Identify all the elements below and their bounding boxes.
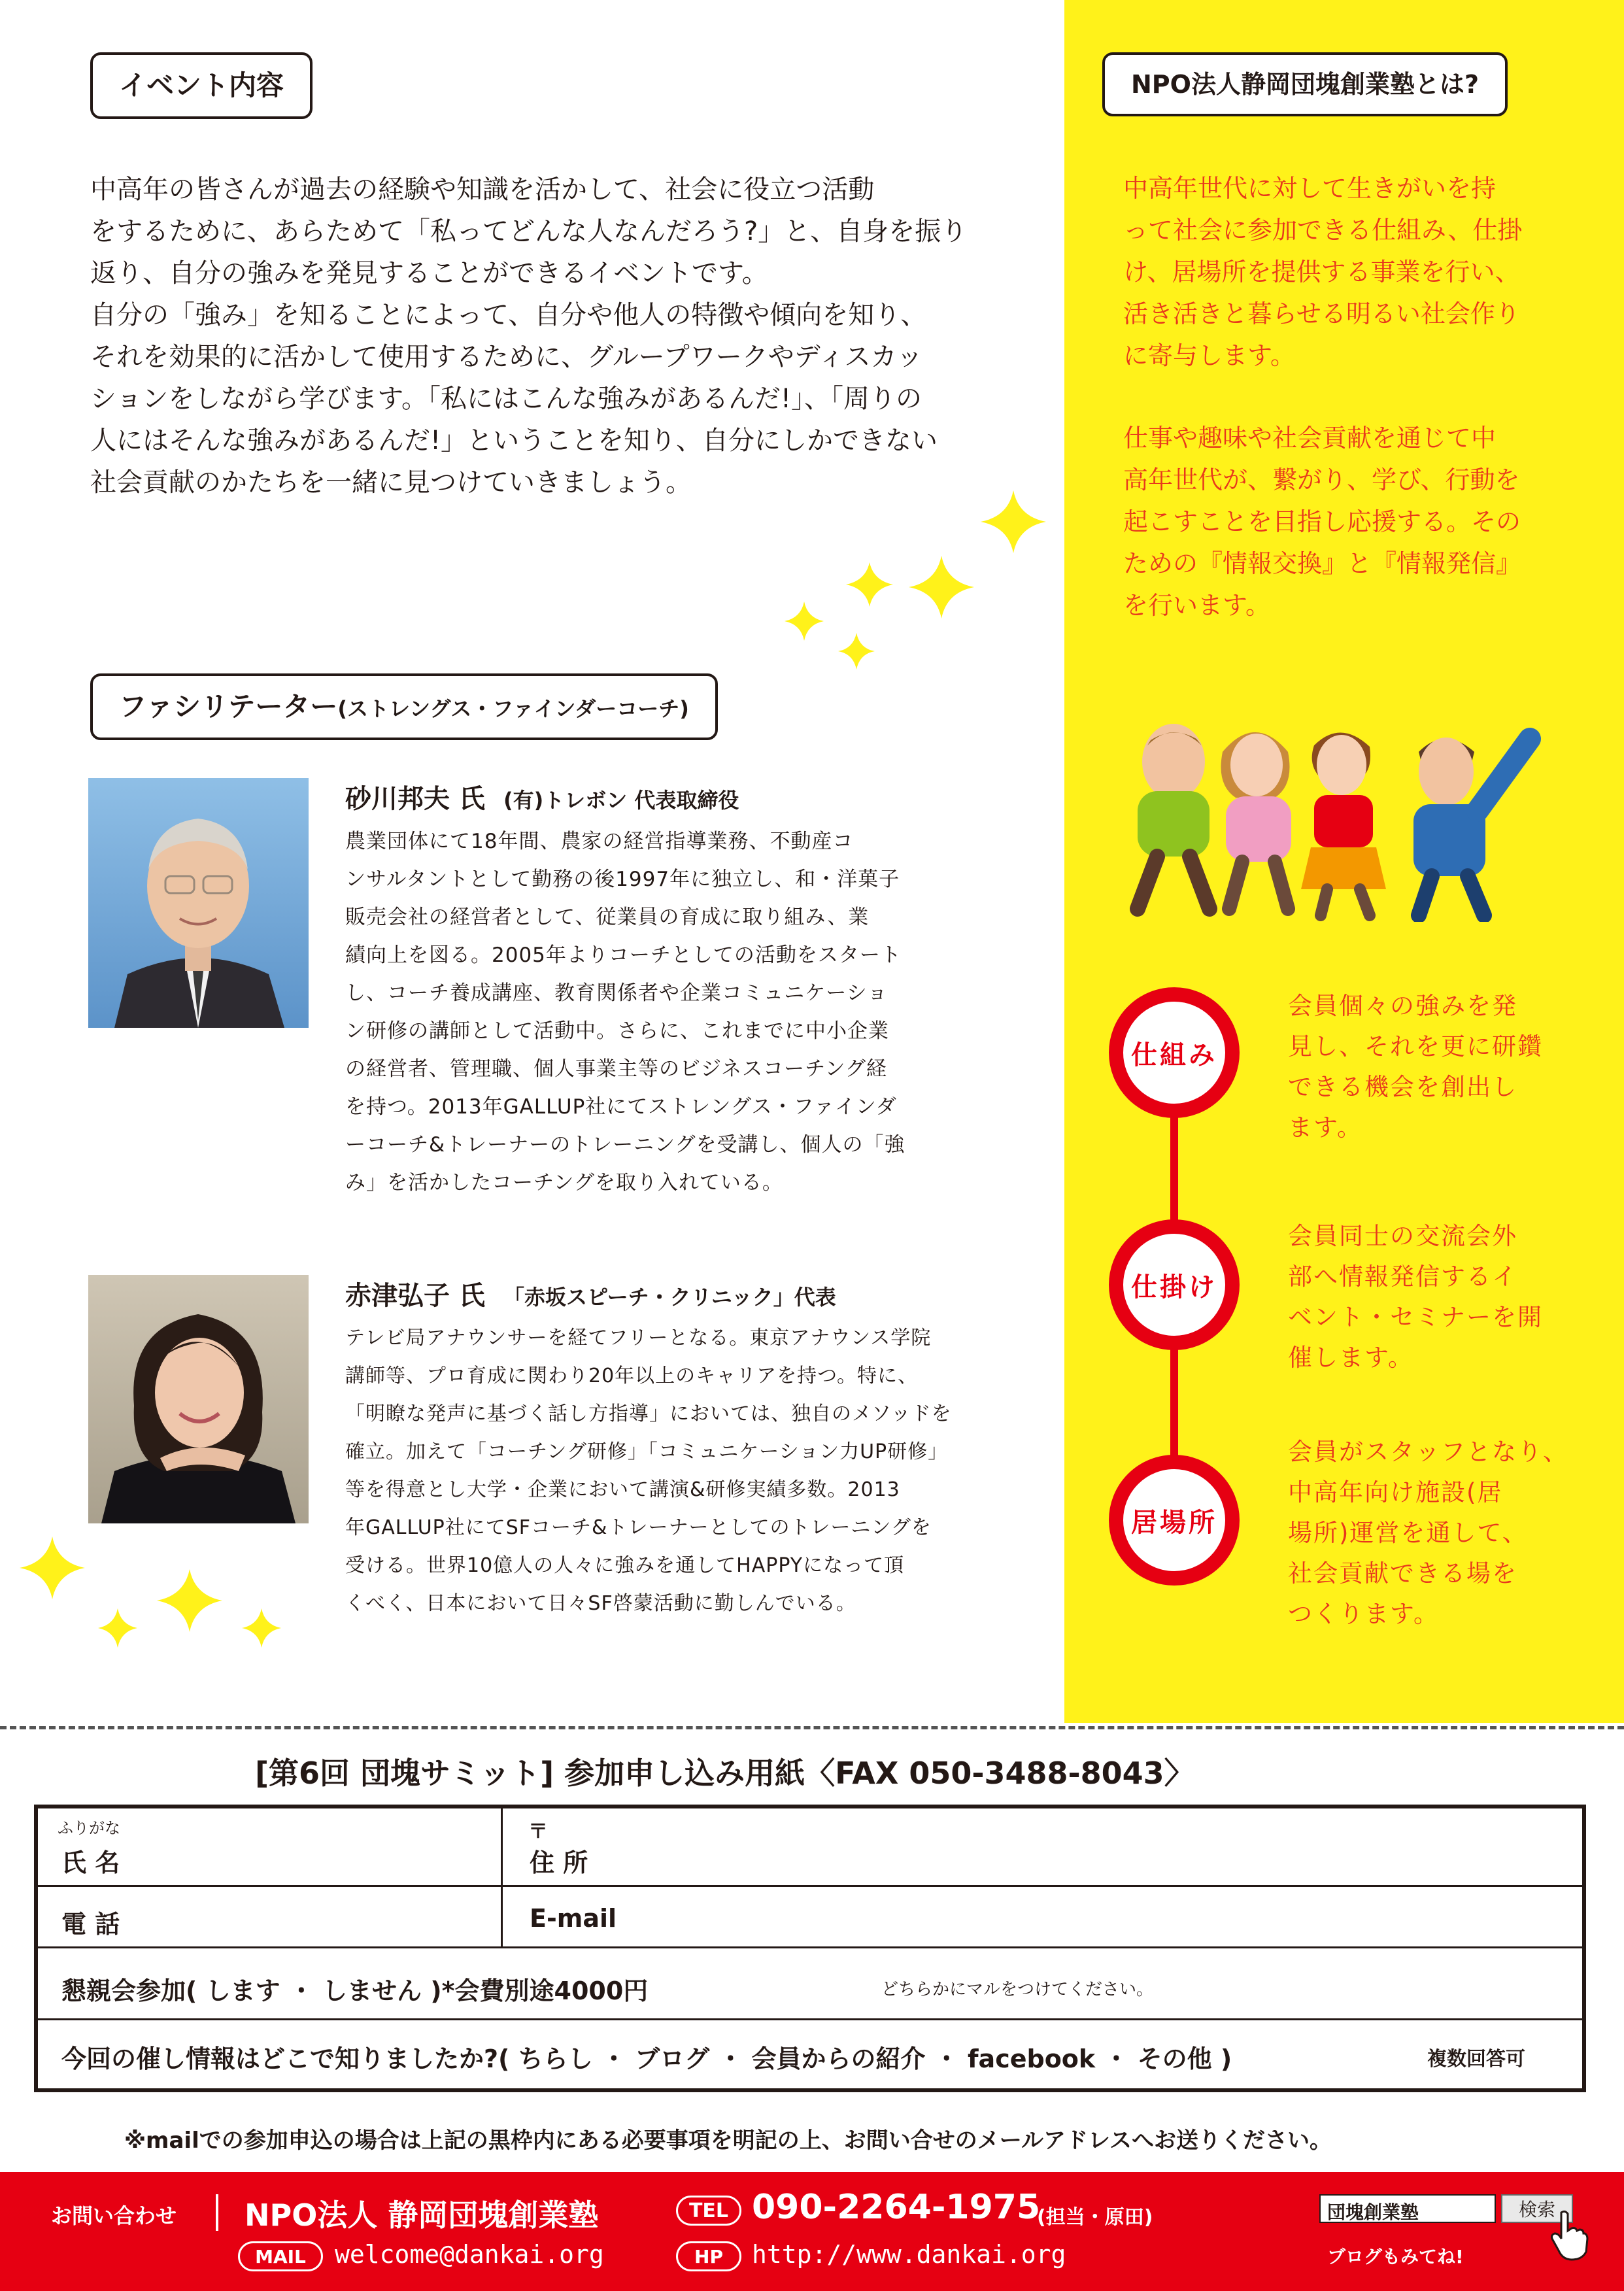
facilitator-1-name: 砂川邦夫 氏 <box>345 784 485 814</box>
facilitator-1-role: (有)トレボン 代表取締役 <box>503 788 739 813</box>
pillar-line: できる機会を創出し <box>1288 1073 1517 1101</box>
npo-line: ための『情報交換』と『情報発信』 <box>1123 549 1521 578</box>
bio-line: 講師等、プロ育成に関わり20年以上のキャリアを持つ。特に、 <box>345 1365 918 1387</box>
info-source-note: 複数回答可 <box>1427 2048 1525 2071</box>
pillar-line: 社会貢献できる場を <box>1288 1559 1517 1587</box>
facilitator-2-name-line <box>345 1275 836 1312</box>
pillar-text-shikumi <box>1288 986 1543 1148</box>
sparkle-cluster-bottom-left <box>13 1523 301 1667</box>
phone-label: 電 話 <box>61 1910 120 1939</box>
npo-heading <box>1102 52 1508 116</box>
furigana-label: ふりがな <box>58 1819 120 1837</box>
facilitator-heading-sub: (ストレングス・ファインダーコーチ) <box>337 696 689 721</box>
event-heading <box>90 52 313 119</box>
bio-line: 受ける。世界10億人の人々に強みを通してHAPPYになって頂 <box>345 1554 905 1577</box>
pillar-label: 仕掛け <box>1131 1272 1217 1302</box>
pillar-text-ibasho <box>1288 1432 1568 1635</box>
pillar-line: ます。 <box>1288 1113 1363 1142</box>
facilitator-1-name-line <box>345 778 739 815</box>
npo-para-2 <box>1123 417 1521 626</box>
pillar-label: 仕組み <box>1131 1040 1217 1070</box>
event-description <box>90 169 967 503</box>
event-line: それを効果的に活かして使用するために、グループワークやディスカッ <box>90 342 923 372</box>
blog-search-button-label: 検索 <box>1518 2199 1555 2220</box>
pillar-label: 居場所 <box>1131 1507 1217 1538</box>
info-source-label[interactable]: 今回の催し情報はどこで知りましたか?( ちらし ・ ブログ ・ 会員からの紹介 ・ facebook ・ その他 ) <box>61 2045 1232 2073</box>
walker-red-figure <box>1301 732 1386 915</box>
event-line: ションをしながら学びます。「私にはこんな強みがあるんだ!」、「周りの <box>90 384 922 414</box>
address-label: 住 所 <box>530 1848 588 1877</box>
facilitator-2-name: 赤津弘子 氏 <box>345 1281 485 1311</box>
walking-people-illustration <box>1111 700 1582 922</box>
tel-badge <box>676 2196 741 2226</box>
pillar-text-shikake <box>1288 1216 1543 1378</box>
party-attendance-label[interactable]: 懇親会参加( します ・ しません )*会費別途4000円 <box>61 1977 649 2005</box>
pillar-line: 部へ情報発信するイ <box>1288 1263 1517 1291</box>
bio-line: 販売会社の経営者として、従業員の育成に取り組み、業 <box>345 906 870 929</box>
email-field[interactable] <box>666 1891 1568 1943</box>
bio-line: 確立。加えて「コーチング研修」「コミュニケーション力UP研修」 <box>345 1440 949 1463</box>
mail-address[interactable]: welcome@dankai.org <box>335 2240 604 2269</box>
org-name: NPO法人 静岡団塊創業塾 <box>245 2198 599 2233</box>
footer-divider <box>216 2194 218 2231</box>
event-line: をするために、あらためて「私ってどんな人なんだろう?」と、自身を振り <box>90 216 968 246</box>
npo-line: け、居場所を提供する事業を行い、 <box>1123 258 1520 286</box>
mail-badge <box>238 2241 323 2271</box>
portrait-woman-illustration <box>88 1275 309 1523</box>
walker-blue-figure <box>1413 738 1530 915</box>
npo-line: 中高年世代に対して生きがいを持 <box>1123 174 1497 203</box>
pillar-circle-ibasho <box>1109 1455 1240 1586</box>
portrait-sunagawa <box>88 778 309 1028</box>
npo-line: 仕事や趣味や社会貢献を通じて中 <box>1123 424 1497 452</box>
bio-line: の経営者、管理職、個人事業主等のビジネスコーチング経 <box>345 1057 887 1081</box>
tel-contact-person: (担当・原田) <box>1037 2206 1153 2229</box>
facilitator-1-bio <box>345 823 905 1202</box>
facilitator-2-bio <box>345 1319 952 1623</box>
event-line: 返り、自分の強みを発見することができるイベントです。 <box>90 258 768 288</box>
event-line: 社会貢献のかたちを一緒に見つけていきましょう。 <box>90 467 692 498</box>
bio-line: 等を得意とし大学・企業において講演&研修実績多数。2013 <box>345 1478 900 1501</box>
tel-badge-text: TEL <box>688 2199 729 2222</box>
facilitator-2-role: 「赤坂スピーチ・クリニック」代表 <box>503 1285 836 1310</box>
event-line: 人にはそんな強みがあるんだ!」ということを知り、自分にしかできない <box>90 426 938 456</box>
npo-line: って社会に参加できる仕組み、仕掛 <box>1123 216 1523 245</box>
postal-mark: 〒 <box>528 1820 548 1843</box>
pillar-line: ベント・セミナーを開 <box>1288 1303 1543 1331</box>
portrait-man-illustration <box>88 778 309 1028</box>
hp-url[interactable]: http://www.dankai.org <box>752 2240 1066 2269</box>
hp-badge <box>676 2241 741 2271</box>
name-label: 氏 名 <box>61 1848 120 1877</box>
facilitator-heading <box>90 673 718 740</box>
pillar-line: 会員個々の強みを発 <box>1288 992 1517 1020</box>
form-title: [第6回 団塊サミット] 参加申し込み用紙〈FAX 050-3488-8043〉 <box>255 1756 1194 1791</box>
blog-search-input[interactable] <box>1319 2194 1496 2223</box>
npo-heading-text: NPO法人静岡団塊創業塾とは? <box>1131 70 1480 99</box>
contact-label: お問い合わせ <box>51 2203 177 2228</box>
pillar-line: 会員がスタッフとなり、 <box>1288 1438 1568 1466</box>
bio-line: み」を活かしたコーチングを取り入れている。 <box>345 1171 783 1195</box>
bio-line: 績向上を図る。2005年よりコーチとしての活動をスタート <box>345 943 902 967</box>
bio-line: ーコーチ&トレーナーのトレーニングを受講し、個人の「強 <box>345 1133 905 1157</box>
pillar-circle-shikumi <box>1109 987 1240 1118</box>
event-heading-text: イベント内容 <box>119 69 284 101</box>
npo-line: を行います。 <box>1123 591 1270 620</box>
event-line: 自分の「強み」を知ることによって、自分や他人の特徴や傾向を知り、 <box>90 300 927 330</box>
pillar-line: 場所)運営を通して、 <box>1288 1519 1528 1547</box>
bio-line: テレビ局アナウンサーを経てフリーとなる。東京アナウンス学院 <box>345 1327 932 1349</box>
email-label: E-mail <box>530 1904 617 1933</box>
npo-line: 起こすことを目指し応援する。その <box>1123 507 1521 536</box>
blog-note: ブログもみてね! <box>1327 2246 1464 2267</box>
npo-line: に寄与します。 <box>1123 341 1295 370</box>
pillar-line: 見し、それを更に研鑽 <box>1288 1032 1543 1061</box>
bio-line: を持つ。2013年GALLUP社にてストレングス・ファインダ <box>345 1095 897 1119</box>
event-line: 中高年の皆さんが過去の経験や知識を活かして、社会に役立つ活動 <box>90 175 875 205</box>
hand-cursor-icon <box>1549 2209 1589 2261</box>
bio-line: ン研修の講師として活動中。さらに、これまでに中小企業 <box>345 1019 889 1043</box>
phone-field[interactable] <box>208 1891 482 1943</box>
walker-pink-figure <box>1221 732 1292 909</box>
pillar-line: つくります。 <box>1288 1600 1440 1628</box>
blog-search-value: 団塊創業塾 <box>1327 2201 1419 2223</box>
bio-line: くべく、日本において日々SF啓蒙活動に勤しんでいる。 <box>345 1592 856 1615</box>
npo-line: 活き活きと暮らせる明るい社会作り <box>1123 299 1520 328</box>
npo-line: 高年世代が、繋がり、学び、行動を <box>1123 466 1520 494</box>
bio-line: 農業団体にて18年間、農家の経営指導業務、不動産コ <box>345 830 854 853</box>
walker-green-figure <box>1138 724 1210 909</box>
name-field[interactable] <box>208 1812 482 1880</box>
facilitator-heading-text: ファシリテーター <box>119 690 338 722</box>
address-field[interactable] <box>666 1812 1568 1880</box>
pillar-line: 中高年向け施設(居 <box>1288 1478 1503 1506</box>
npo-para-1 <box>1123 167 1522 377</box>
contact-footer <box>0 2172 1624 2291</box>
party-attendance-note: どちらかにマルをつけてください。 <box>881 1980 1154 1999</box>
form-dashed-separator <box>0 1726 1624 1729</box>
mail-application-note: ※mailでの参加申込の場合は上記の黒枠内にある必要事項を明記の上、お問い合せのメールアドレスへお送りください。 <box>124 2128 1332 2154</box>
bio-line: ンサルタントとして勤務の後1997年に独立し、和・洋菓子 <box>345 868 900 891</box>
pillar-line: 会員同士の交流会外 <box>1288 1222 1517 1250</box>
application-form <box>34 1805 1586 2092</box>
pillar-circle-shikake <box>1109 1219 1240 1350</box>
bio-line: し、コーチ養成講座、教育関係者や企業コミュニケーショ <box>345 981 888 1005</box>
bio-line: 「明瞭な発声に基づく話し方指導」においては、独自のメソッドを <box>345 1402 952 1425</box>
hp-badge-text: HP <box>694 2245 723 2267</box>
mail-badge-text: MAIL <box>255 2245 306 2267</box>
pillar-line: 催します。 <box>1288 1344 1414 1372</box>
portrait-akatsu <box>88 1275 309 1523</box>
tel-number[interactable]: 090-2264-1975 <box>752 2188 1041 2227</box>
bio-line: 年GALLUP社にてSFコーチ&トレーナーとしてのトレーニングを <box>345 1516 932 1539</box>
sparkle-cluster-middle <box>706 477 1072 693</box>
